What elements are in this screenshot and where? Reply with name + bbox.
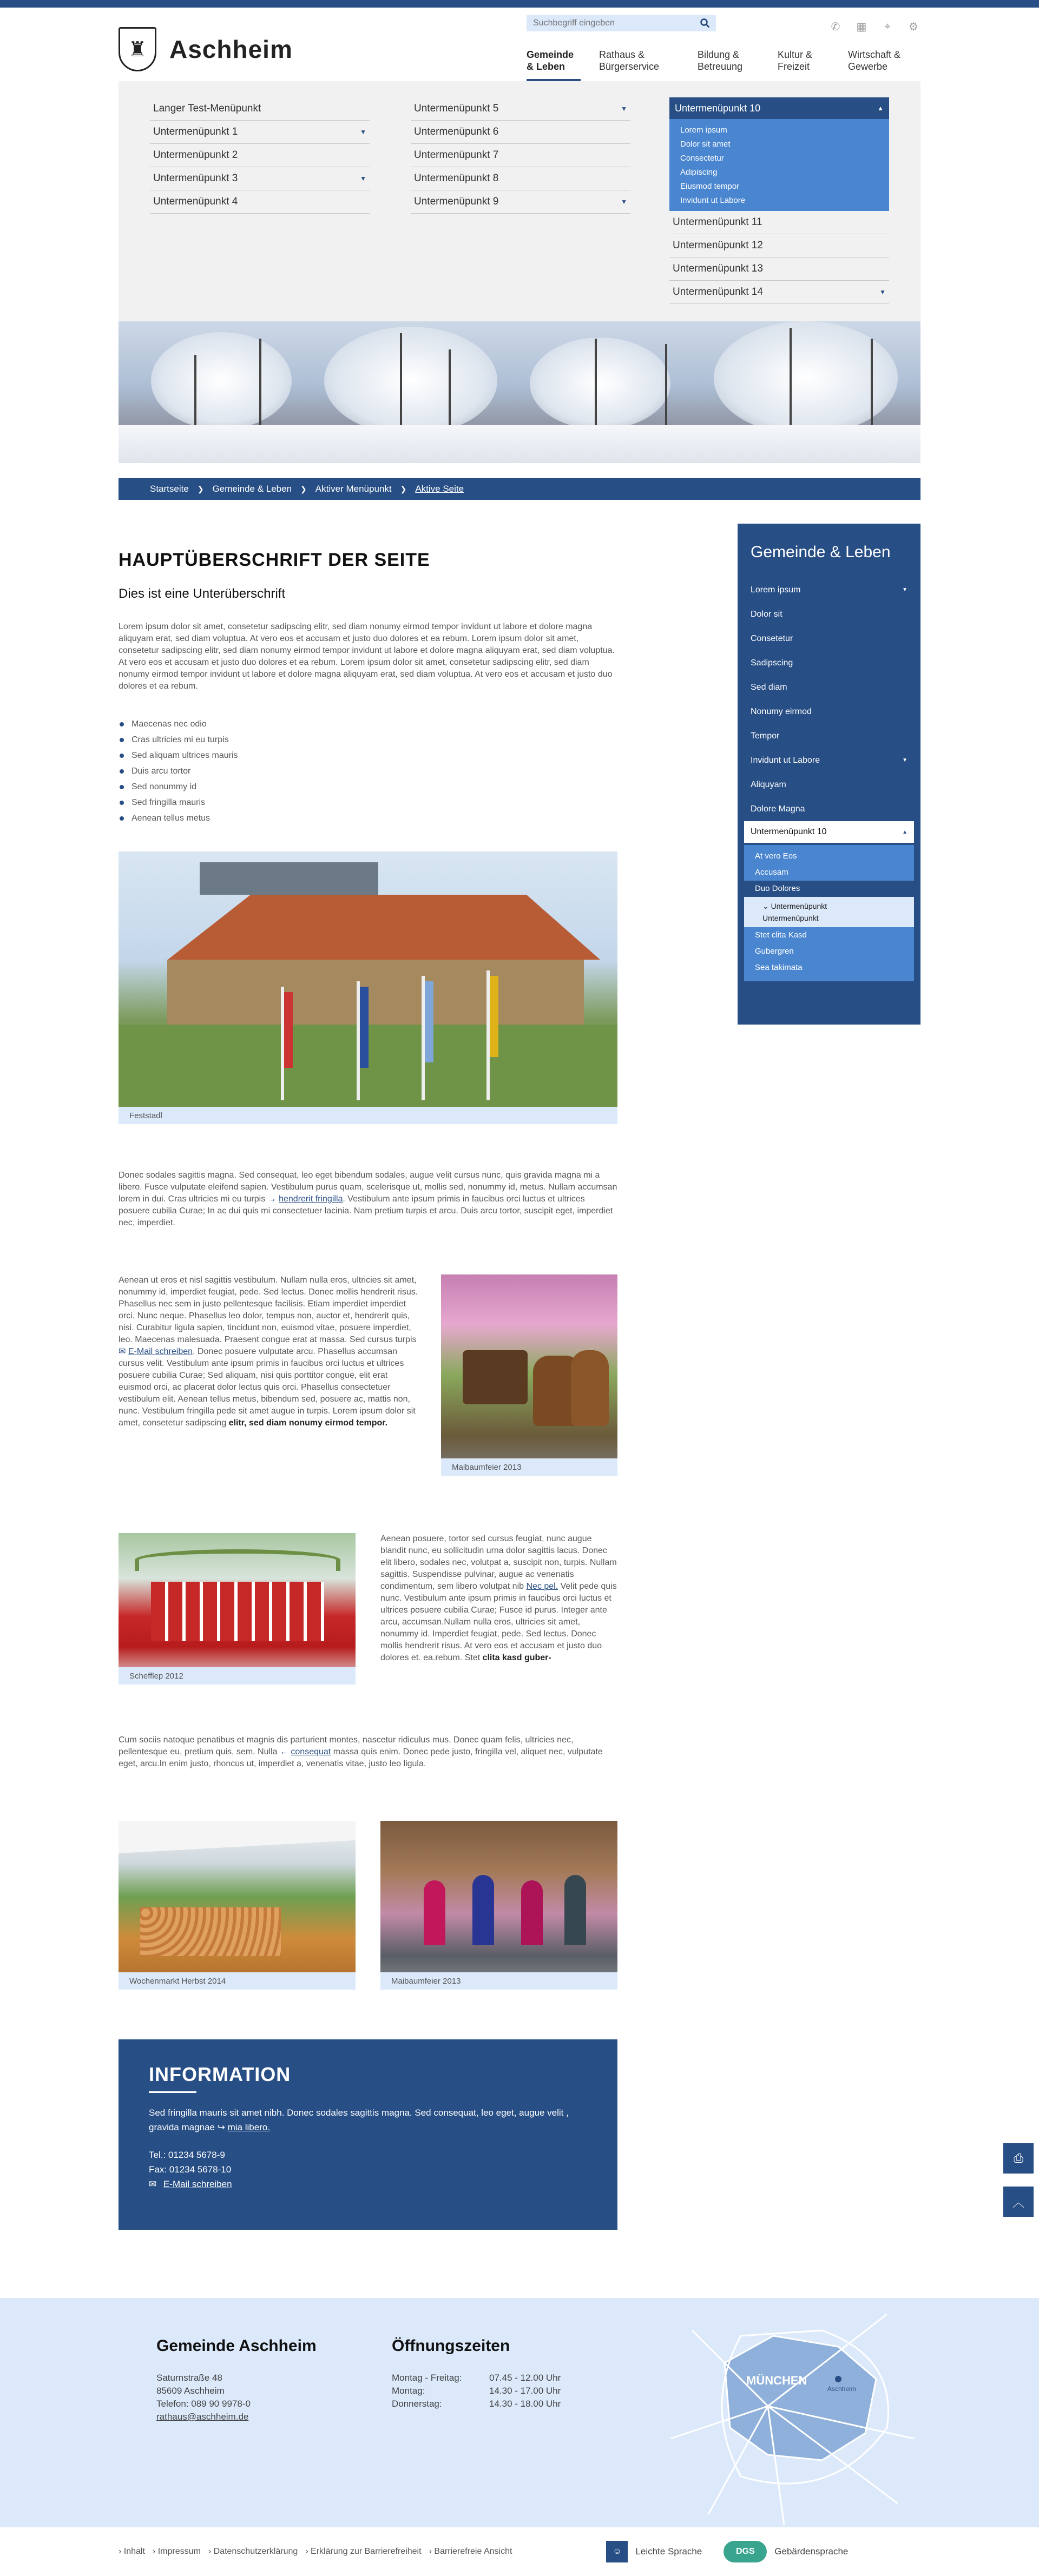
sidebar-item-label: Nonumy eirmod <box>751 706 812 716</box>
image-caption: Schefflер 2012 <box>119 1667 356 1685</box>
list-item: Cras ultricies mi eu turpis <box>119 732 238 748</box>
mega-menu-item[interactable] <box>150 190 370 214</box>
mega-menu-item[interactable] <box>150 121 370 144</box>
site-title: Aschheim <box>169 35 293 63</box>
phone-icon[interactable]: ✆ <box>831 21 840 33</box>
page-subtitle: Dies ist eine Unterüberschrift <box>119 586 286 601</box>
mega-menu-item[interactable] <box>669 234 889 257</box>
mega-menu-item[interactable] <box>411 121 630 144</box>
inline-link[interactable]: Nec pel. <box>526 1582 558 1591</box>
menu-item-label: Untermenüpunkt 11 <box>673 216 762 228</box>
arrow-icon: ↪ <box>217 2122 228 2132</box>
list-item: Maecenas nec odio <box>119 716 238 732</box>
image-caption: Feststadl <box>119 1107 617 1124</box>
mega-menu-item[interactable] <box>669 281 889 304</box>
sidebar-subitem[interactable]: Gubergren <box>755 947 794 956</box>
menu-item-label: Untermenüpunkt 1 <box>153 126 238 137</box>
paragraph-text: . Vestibulum ante ipsum primis in faucibus orci luctus et ultrices posuere cubilia Curae; In ac dui quis mi consectetuer lacinia. Nam pretium turpis et arcu. Duis arcu tortor, suscipit eget, imperdiet nec, imperdiet. <box>119 1194 613 1227</box>
chevron-up-icon[interactable]: ▲ <box>902 829 908 835</box>
nav-rathaus[interactable]: Rathaus & Bürgerservice <box>599 49 660 72</box>
mega-menu <box>119 81 920 321</box>
paragraph-text: Velit pede quis nunc. Vestibulum ante ipsum primis in faucibus orci luctus et ultrices posuere cubilia Curae; Fusce id purus. Integer ante arcu, accumsan.Nullam nulla eros, ultricies sit amet, nonummy id. Imperdiet feugiat, pede. Sed lectus. Donec mollis hendrerit risus. At vero eos et accusam et justo duo dolores et. ea.rebum. Stet <box>380 1582 617 1662</box>
chevron-down-icon[interactable]: ▼ <box>621 105 627 113</box>
chevron-down-icon[interactable]: ▼ <box>360 128 366 136</box>
paragraph-2 <box>119 1170 617 1229</box>
sidebar-item-label: Untermenüpunkt 10 <box>751 827 827 836</box>
list-item: Duis arcu tortor <box>119 763 238 779</box>
map-city-label: MÜNCHEN <box>746 2374 807 2387</box>
sidebar-item-label: Invidunt ut Labore <box>751 755 820 765</box>
chevron-down-icon[interactable]: ▼ <box>902 757 908 763</box>
info-title: INFORMATION <box>149 2063 291 2085</box>
image-caption: Maibaumfeier 2013 <box>380 1972 617 1990</box>
scroll-top-button[interactable] <box>1003 2187 1034 2217</box>
paragraph-text: massa quis enim. Donec pede justo, fringilla vel, aliquet nec, vulputate eget, arcu.In enim justo, rhoncus ut, imperdiet a, venenatis vitae, justo leo ligula. <box>119 1747 603 1768</box>
mail-icon: ✉ <box>149 2179 159 2189</box>
sidebar-item[interactable] <box>738 772 920 797</box>
sidebar-item[interactable] <box>738 797 920 821</box>
wochenmarkt-image <box>119 1821 356 1990</box>
menu-item-label: Untermenüpunkt 4 <box>153 196 238 207</box>
sign-language-link[interactable] <box>724 2541 848 2562</box>
chevron-down-icon[interactable]: ▼ <box>879 288 886 296</box>
search-input[interactable] <box>527 15 694 31</box>
paragraph-4 <box>380 1533 617 1664</box>
sidebar-subitem[interactable]: Sea takimata <box>755 963 803 972</box>
mega-menu-item[interactable] <box>411 97 630 121</box>
page-title: HAUPTÜBERSCHRIFT DER SEITE <box>119 550 430 570</box>
sidebar-submenu <box>744 845 914 981</box>
mega-menu-item[interactable] <box>411 190 630 214</box>
main-navigation <box>527 44 908 81</box>
bold-text: clita kasd guber- <box>482 1653 551 1662</box>
site-logo[interactable] <box>119 27 293 71</box>
paragraph-text: Aenean posuere, tortor sed cursus feugiat, nunc augue blandit nunc, eu sollicitudin urna dolor sagittis lacus. Donec elit libero, sodales nec, volutpat a, suscipit non, turpis. Nullam sagittis. Suspendisse pulvinar, augue ac venenatis condimentum, sem libero volutpat nib <box>380 1534 617 1591</box>
menu-item-label: Untermenüpunkt 5 <box>414 103 499 114</box>
sidebar-item[interactable] <box>738 626 920 651</box>
sidebar-deep-label: Untermenüpunkt <box>771 902 827 910</box>
bold-text: elitr, sed diam nonumy eirmod tempor. <box>228 1418 388 1428</box>
intro-paragraph: Lorem ipsum dolor sit amet, consetetur sadipscing elitr, sed diam nonumy eirmod tempor invidunt ut labore et dolore magna aliquyam erat, sed diam voluptua. At vero eos et accusam et justo duo dolores et ea rebum. Lorem ipsum dolor sit amet, consetetur sadipscing elitr, sed diam nonumy eirmod tempor invidunt ut labore et dolore magna aliquyam erat, sed diam voluptua. At vero eos et accusam et justo duo dolores et ea rebum. Lorem ipsum dolor sit amet, consetetur sadipscing elitr, sed diam nonumy eirmod tempor invidunt ut labore et dolore magna aliquyam erat, sed diam voluptua. At vero eos et accusam et justo duo dolores et ea rebum. <box>119 622 615 691</box>
mega-menu-open-item[interactable] <box>669 97 889 119</box>
sidebar-item-active[interactable] <box>744 821 914 843</box>
breadcrumb-item[interactable]: Startseite <box>150 484 189 494</box>
top-accent-bar <box>0 0 1039 8</box>
footer-org-title: Gemeinde Aschheim <box>156 2337 317 2355</box>
map-town-label: Aschheim <box>827 2385 856 2393</box>
paragraph-3 <box>119 1274 422 1429</box>
info-phone: Tel.: 01234 5678-9 <box>149 2150 225 2160</box>
breadcrumb-item[interactable]: Aktiver Menüpunkt <box>315 484 392 494</box>
sidebar-item[interactable] <box>738 602 920 626</box>
hours-time: 14.30 - 18.00 Uhr <box>489 2399 561 2409</box>
inline-link[interactable]: hendrerit fringilla <box>279 1194 343 1204</box>
image-caption: Wochenmarkt Herbst 2014 <box>119 1972 356 1990</box>
maibaumfeier-carriage-image <box>441 1274 617 1476</box>
menu-item-label: Untermenüpunkt 12 <box>673 240 763 251</box>
mega-submenu-item[interactable]: Lorem ipsum <box>680 126 727 135</box>
site-footer <box>0 2298 1039 2527</box>
list-item: Sed nonummy id <box>119 779 238 795</box>
roof-extension-shape <box>200 862 378 895</box>
sidebar-item-label: Aliquyam <box>751 780 786 789</box>
feststadl-image <box>119 851 617 1124</box>
chevron-up-icon: ︿ <box>1012 2195 1024 2209</box>
sign-language-label: Gebärdensprache <box>774 2546 849 2557</box>
easy-language-link[interactable] <box>606 2541 702 2562</box>
site-header <box>119 8 920 81</box>
maibaumfeier-dance-image <box>380 1821 617 1990</box>
nav-kultur[interactable]: Kultur & Freizeit <box>778 49 813 72</box>
hours-time: 07.45 - 12.00 Uhr <box>489 2373 561 2383</box>
paragraph-text: . Donec posuere vulputate arcu. Phasellus accumsan cursus velit. Vestibulum ante ipsum primis in faucibus orci luctus et ultrices posuere cubilia Curae; Sed aliquam, nisi quis porttitor congue, elit erat euismod orci, ac placerat dolor lectus quis orci. Phasellus consectetuer vestibulum elit. Aenean tellus metus, bibendum sed, posuere ac, mattis non, nunc. Vestibulum fringilla pede sit amet augue in turpis. Lorem ipsum dolor sit amet, consetetur sadipscing <box>119 1347 416 1428</box>
chevron-down-icon[interactable]: ▼ <box>902 587 908 593</box>
sidebar-item[interactable] <box>738 724 920 748</box>
mega-menu-open-panel <box>669 97 889 211</box>
mega-menu-item[interactable] <box>411 144 630 167</box>
mega-menu-item[interactable] <box>150 97 370 121</box>
sidebar-subitem-active[interactable]: Duo Dolores <box>744 881 914 897</box>
mega-menu-column-3 <box>669 97 889 304</box>
hours-day: Montag - Freitag: <box>392 2373 462 2383</box>
menu-item-label: Untermenüpunkt 14 <box>673 286 763 298</box>
mega-menu-item[interactable] <box>669 211 889 234</box>
menu-item-label: Untermenüpunkt 9 <box>414 196 499 207</box>
bottom-bar-inner <box>119 2541 920 2562</box>
hours-day: Donnerstag: <box>392 2399 442 2409</box>
breadcrumb-current[interactable]: Aktive Seite <box>415 484 464 494</box>
info-fax: Fax: 01234 5678-10 <box>149 2164 232 2175</box>
footer-link[interactable]: › Barrierefreie Ansicht <box>429 2547 512 2557</box>
paragraph-5 <box>119 1734 617 1770</box>
easy-language-icon: ☺ <box>606 2541 628 2562</box>
list-item: Sed fringilla mauris <box>119 795 238 810</box>
menu-item-label: Untermenüpunkt 7 <box>414 149 499 161</box>
calendar-icon[interactable]: ▦ <box>856 21 867 33</box>
footer-link[interactable]: › Datenschutzerklärung <box>208 2547 298 2557</box>
mega-menu-item[interactable] <box>150 167 370 190</box>
arrow-right-icon: → <box>267 1194 279 1204</box>
footer-city: 85609 Aschheim <box>156 2386 225 2396</box>
menu-item-label: Untermenüpunkt 10 <box>675 102 761 114</box>
mega-menu-item[interactable] <box>411 167 630 190</box>
sidebar-deep-submenu <box>744 897 914 927</box>
nav-gemeinde-leben[interactable]: Gemeinde & Leben <box>527 44 581 81</box>
sidebar-item[interactable] <box>738 699 920 724</box>
sidebar-item-label: Lorem ipsum <box>751 585 801 595</box>
chevron-down-icon[interactable]: ▼ <box>621 198 627 206</box>
chevron-right-icon: ❯ <box>197 484 204 493</box>
mega-menu-item[interactable] <box>669 257 889 281</box>
gear-icon[interactable]: ⚙ <box>909 21 918 33</box>
mega-submenu-item[interactable]: Adipiscing <box>680 168 718 177</box>
paragraph-text: Aenean ut eros et nisl sagittis vestibulum. Nullam nulla eros, ultricies sit amet, nonummy id, imperdiet feugiat, pede. Sed lectus. Donec mollis hendrerit risus. Phasellus nec sem in justo pellentesque facilisis. Etiam imperdiet imperdiet orci. Nunc neque. Phasellus leo dolor, tempus non, auctor et, hendrerit quis, nisi. Curabitur ligula sapien, tincidunt non, euismod vitae, posuere imperdiet, leo. Maecenas malesuada. Praesent congue erat at massa. Sed cursus turpis <box>119 1276 418 1344</box>
sidebar-subitem[interactable]: Stet clita Kasd <box>755 930 807 940</box>
inline-link[interactable]: consequat <box>291 1747 331 1756</box>
info-contact <box>149 2148 232 2191</box>
search-button[interactable] <box>694 15 716 31</box>
footer-address <box>156 2337 317 2423</box>
sidebar-item-label: Consetetur <box>751 633 793 643</box>
search-bar <box>527 15 716 31</box>
sidebar-item-label: Dolore Magna <box>751 804 805 814</box>
mega-menu-column-2 <box>411 97 630 214</box>
sidebar-item[interactable] <box>738 651 920 675</box>
footer-link[interactable]: › Impressum <box>153 2547 201 2557</box>
footer-hours <box>392 2337 587 2410</box>
nav-wirtschaft[interactable]: Wirtschaft & Gewerbe <box>848 49 901 72</box>
sidebar-item[interactable] <box>738 748 920 772</box>
chevron-right-icon: ❯ <box>300 484 307 493</box>
sidebar-item-label: Sed diam <box>751 682 787 692</box>
location-icon[interactable]: ⌖ <box>884 20 891 32</box>
opening-hours-table <box>392 2372 587 2410</box>
sidebar-item[interactable] <box>738 675 920 699</box>
breadcrumb <box>119 478 920 500</box>
hero-image-winter <box>119 321 920 463</box>
utility-icons <box>828 19 920 34</box>
menu-item-label: Untermenüpunkt 2 <box>153 149 238 161</box>
menu-item-label: Untermenüpunkt 6 <box>414 126 499 137</box>
mega-menu-item[interactable] <box>150 144 370 167</box>
chevron-up-icon[interactable]: ▲ <box>877 104 884 112</box>
sidebar-item-label: Sadipscing <box>751 658 793 668</box>
info-link[interactable]: mia libero. <box>227 2122 271 2132</box>
sidebar-subitem[interactable]: At vero Eos <box>755 851 797 861</box>
list-item: Sed aliquam ultrices mauris <box>119 748 238 763</box>
sidebar-deep-item[interactable]: Untermenüpunkt <box>762 914 819 922</box>
paragraph-text: Cum sociis natoque penatibus et magnis dis parturient montes, nascetur ridiculus mus. Donec quam felis, ultricies nec, pellentesque eu, pretium quis, sem. Nulla <box>119 1735 574 1756</box>
footer-link[interactable]: › Inhalt <box>119 2547 145 2557</box>
footer-street: Saturnstraße 48 <box>156 2373 222 2383</box>
schaeffler-group-image <box>119 1533 356 1685</box>
mail-icon: ✉ <box>119 1347 128 1356</box>
footer-inner <box>119 2298 920 2527</box>
footer-email-link[interactable]: rathaus@aschheim.de <box>156 2412 249 2422</box>
sidebar-subitem[interactable]: Accusam <box>755 868 788 877</box>
info-text <box>149 2105 593 2135</box>
sidebar-deep-item[interactable] <box>744 900 914 912</box>
bullet-list <box>119 716 238 826</box>
search-icon <box>700 18 710 28</box>
region-map[interactable] <box>660 2298 920 2527</box>
sidebar-item-label: Tempor <box>751 731 780 741</box>
mega-menu-column-1 <box>150 97 370 214</box>
page-wrapper <box>119 8 1024 2298</box>
image-caption: Maibaumfeier 2013 <box>441 1458 617 1476</box>
footer-hours-title: Öffnungszeiten <box>392 2337 510 2355</box>
sign-language-icon: DGS <box>724 2541 767 2562</box>
sidebar-item-label: Dolor sit <box>751 609 782 619</box>
easy-language-label: Leichte Sprache <box>635 2546 702 2557</box>
footer-phone: Telefon: 089 90 9978-0 <box>156 2399 251 2409</box>
sidebar-title: Gemeinde & Leben <box>751 543 891 561</box>
sidebar-item[interactable] <box>738 578 920 602</box>
mega-submenu-item[interactable]: Invidunt ut Labore <box>680 196 746 205</box>
menu-item-label: Untermenüpunkt 13 <box>673 263 763 274</box>
chevron-right-icon: ❯ <box>400 484 407 493</box>
nav-bildung[interactable]: Bildung & Betreuung <box>698 49 743 72</box>
info-paragraph: Sed fringilla mauris sit amet nibh. Donec sodales sagittis magna. Sed consequat, leo eget, augue velit , gravida magnae <box>149 2108 569 2132</box>
footer-link[interactable]: › Erklärung zur Barrierefreiheit <box>305 2547 421 2557</box>
info-title-underline <box>149 2091 196 2093</box>
mega-submenu-item[interactable]: Dolor sit amet <box>680 140 731 149</box>
menu-item-label: Untermenüpunkt 3 <box>153 173 238 184</box>
info-mail-link[interactable]: E-Mail schreiben <box>163 2179 232 2189</box>
arrow-left-icon: ← <box>279 1747 291 1756</box>
mega-submenu-item[interactable]: Eiusmod tempor <box>680 182 740 191</box>
menu-item-label: Langer Test-Menüpunkt <box>153 103 261 114</box>
chevron-down-icon[interactable]: ▼ <box>360 175 366 182</box>
info-mail-row <box>149 2177 232 2191</box>
printer-icon: ⎙ <box>1014 2151 1023 2165</box>
menu-item-label: Untermenüpunkt 8 <box>414 173 499 184</box>
email-link[interactable]: E-Mail schreiben <box>128 1347 193 1356</box>
content-area <box>119 524 1024 2298</box>
chevron-down-icon: ⌄ <box>762 902 771 910</box>
coat-of-arms-icon: ♜ <box>119 27 156 71</box>
information-box <box>119 2039 617 2230</box>
paragraph-text: Donec sodales sagittis magna. Sed consequat, leo eget bibendum sodales, augue velit cursus nunc, quis gravida magna mi a libero. Fusce vulputate eleifend sapien. Vestibulum purus quam, scelerisque ut, mollis sed, nonummy id, metus. Nullam accumsan lorem in dui. Cras ultricies mi eu turpis <box>119 1171 617 1204</box>
breadcrumb-item[interactable]: Gemeinde & Leben <box>212 484 292 494</box>
list-item: Aenean tellus metus <box>119 810 238 826</box>
sidebar-navigation <box>738 524 920 1025</box>
print-button[interactable] <box>1003 2143 1034 2174</box>
hours-time: 14.30 - 17.00 Uhr <box>489 2386 561 2396</box>
mega-submenu-item[interactable]: Consectetur <box>680 154 724 163</box>
hours-day: Montag: <box>392 2386 425 2396</box>
